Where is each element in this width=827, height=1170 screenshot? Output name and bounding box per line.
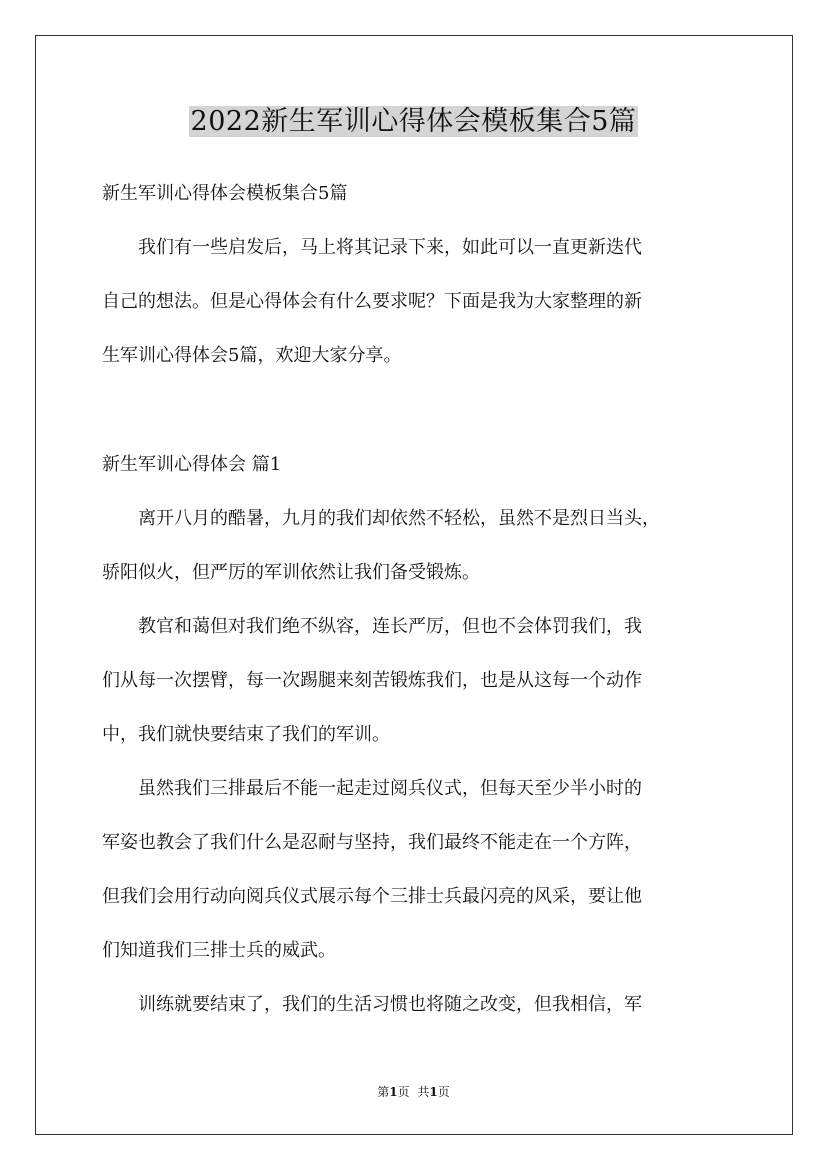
document-title xyxy=(0,100,827,144)
document-title-text: 2022新生军训心得体会模板集合5篇 xyxy=(190,106,637,137)
section-1-line-5: 中，我们就快要结束了我们的军训。 xyxy=(102,724,390,745)
document-subtitle: 新生军训心得体会模板集合5篇 xyxy=(102,183,348,204)
footer-total-suffix: 页 xyxy=(437,1085,450,1099)
intro-line-1: 我们有一些启发后，马上将其记录下来，如此可以一直更新迭代 xyxy=(102,237,642,258)
footer-page-suffix: 页 xyxy=(397,1085,410,1099)
page-footer xyxy=(0,1084,827,1100)
footer-total-prefix: 共 xyxy=(417,1085,430,1099)
section-1-line-8: 但我们会用行动向阅兵仪式展示每个三排士兵最闪亮的风采，要让他 xyxy=(102,886,642,907)
footer-page-number: 1 xyxy=(389,1085,398,1099)
section-1-line-9: 们知道我们三排士兵的威武。 xyxy=(102,940,336,961)
intro-line-3: 生军训心得体会5篇，欢迎大家分享。 xyxy=(102,345,402,366)
footer-page-prefix: 第 xyxy=(377,1085,390,1099)
section-1-line-1: 离开八月的酷暑，九月的我们却依然不轻松，虽然不是烈日当头， xyxy=(102,508,660,529)
section-1-line-6: 虽然我们三排最后不能一起走过阅兵仪式，但每天至少半小时的 xyxy=(102,778,642,799)
intro-line-2: 自己的想法。但是心得体会有什么要求呢？下面是我为大家整理的新 xyxy=(102,291,642,312)
section-1-line-7: 军姿也教会了我们什么是忍耐与坚持，我们最终不能走在一个方阵， xyxy=(102,832,642,853)
section-1-heading: 新生军训心得体会 篇1 xyxy=(102,454,282,475)
section-1-line-2: 骄阳似火，但严厉的军训依然让我们备受锻炼。 xyxy=(102,562,480,583)
section-1-line-10: 训练就要结束了，我们的生活习惯也将随之改变，但我相信，军 xyxy=(102,994,642,1015)
section-1-line-4: 们从每一次摆臂，每一次踢腿来刻苦锻炼我们，也是从这每一个动作 xyxy=(102,670,642,691)
footer-total-number: 1 xyxy=(429,1085,438,1099)
section-1-line-3: 教官和蔼但对我们绝不纵容，连长严厉，但也不会体罚我们，我 xyxy=(102,616,642,637)
